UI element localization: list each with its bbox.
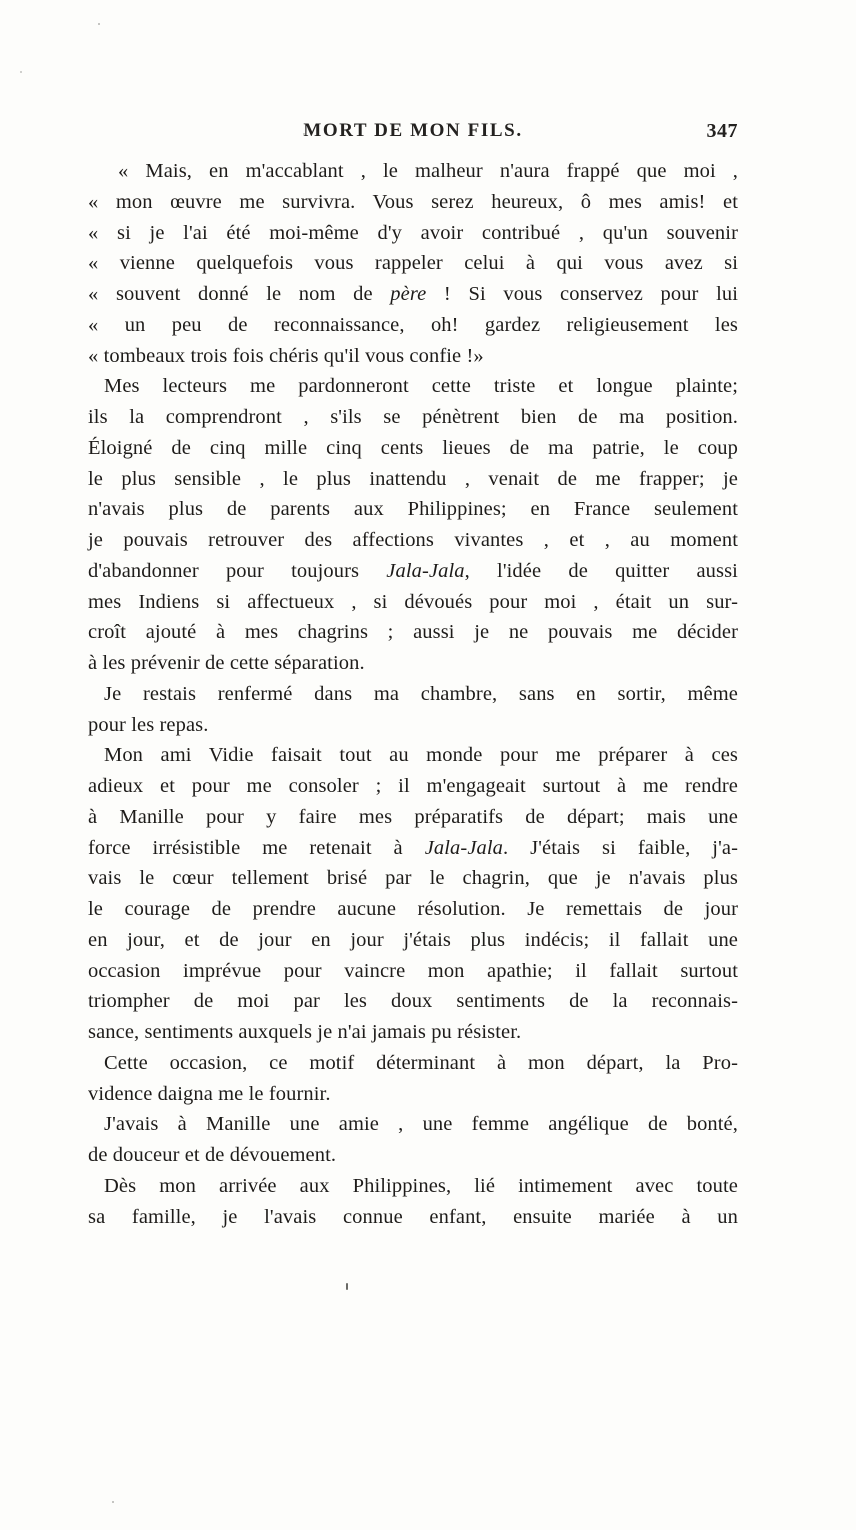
page-number: 347 [706, 120, 738, 142]
running-header [88, 118, 738, 144]
text-line: triompher de moi par les doux sentiments de la reconnais- [88, 990, 738, 1013]
page-body [88, 156, 738, 1232]
text-line: en jour, et de jour en jour j'étais plus indécis; il fallait une [88, 928, 738, 951]
text-line: Je restais renfermé dans ma chambre, sans en sortir, même [104, 682, 738, 705]
text-line: Mon ami Vidie faisait tout au monde pour me préparer à ces [104, 744, 738, 767]
text-line: adieux et pour me consoler ; il m'engageait surtout à me rendre [88, 775, 738, 797]
text-line: ils la comprendront , s'ils se pénètrent bien de ma position. [88, 406, 738, 428]
text-line: « un peu de reconnaissance, oh! gardez religieusement les [88, 313, 738, 336]
text-line: je pouvais retrouver des affections vivantes , et , au moment [88, 529, 738, 551]
text-line: Dès mon arrivée aux Philippines, lié intimement avec toute [104, 1174, 738, 1197]
text-line: Mes lecteurs me pardonneront cette triste et longue plainte; [104, 375, 738, 398]
scan-speck [98, 23, 100, 25]
text-line: à Manille pour y faire mes préparatifs de départ; mais une [88, 805, 738, 828]
text-line: n'avais plus de parents aux Philippines; en France seulement [88, 498, 738, 521]
text-line: sa famille, je l'avais connue enfant, ensuite mariée à un [88, 1205, 738, 1228]
text-line: croît ajouté à mes chagrins ; aussi je ne pouvais me décider [88, 621, 738, 644]
text-line: le plus sensible , le plus inattendu , venait de me frapper; je [88, 467, 738, 490]
text-line: mes Indiens si affectueux , si dévoués pour moi , était un sur- [88, 590, 738, 613]
scan-speck [346, 1283, 348, 1290]
text-line: vais le cœur tellement brisé par le chagrin, que je n'avais plus [88, 867, 738, 890]
text-line: pour les repas. [88, 713, 209, 736]
text-line: de douceur et de dévouement. [88, 1144, 337, 1166]
running-header-title: MORT DE MON FILS. [303, 120, 523, 141]
text-line: « Mais, en m'accablant , le malheur n'aura frappé que moi , [118, 160, 738, 182]
text-line: « tombeaux trois fois chéris qu'il vous confie !» [88, 344, 484, 367]
text-line: « si je l'ai été moi-même d'y avoir contribué , qu'un souvenir [88, 221, 738, 244]
text-line: « vienne quelquefois vous rappeler celui à qui vous avez si [88, 252, 738, 275]
text-line: vidence daigna me le fournir. [88, 1082, 331, 1105]
text-line: occasion imprévue pour vaincre mon apathie; il fallait surtout [88, 959, 738, 982]
text-line: le courage de prendre aucune résolution. Je remettais de jour [88, 898, 738, 920]
scan-speck [112, 1501, 114, 1503]
text-line: sance, sentiments auxquels je n'ai jamais pu résister. [88, 1021, 522, 1043]
scan-speck [303, 133, 305, 135]
text-line: force irrésistible me retenait à Jala-Jala. J'étais si faible, j'a- [88, 836, 738, 859]
scan-speck [20, 71, 22, 73]
text-line: d'abandonner pour toujours Jala-Jala, l'idée de quitter aussi [88, 559, 738, 582]
text-line: « souvent donné le nom de père ! Si vous conservez pour lui [88, 283, 739, 305]
text-line: Cette occasion, ce motif déterminant à mon départ, la Pro- [104, 1051, 738, 1074]
text-line: « mon œuvre me survivra. Vous serez heureux, ô mes amis! et [88, 190, 738, 213]
text-line: J'avais à Manille une amie , une femme angélique de bonté, [104, 1113, 738, 1136]
text-line: Éloigné de cinq mille cinq cents lieues de ma patrie, le coup [88, 436, 738, 459]
text-line: à les prévenir de cette séparation. [88, 652, 365, 674]
